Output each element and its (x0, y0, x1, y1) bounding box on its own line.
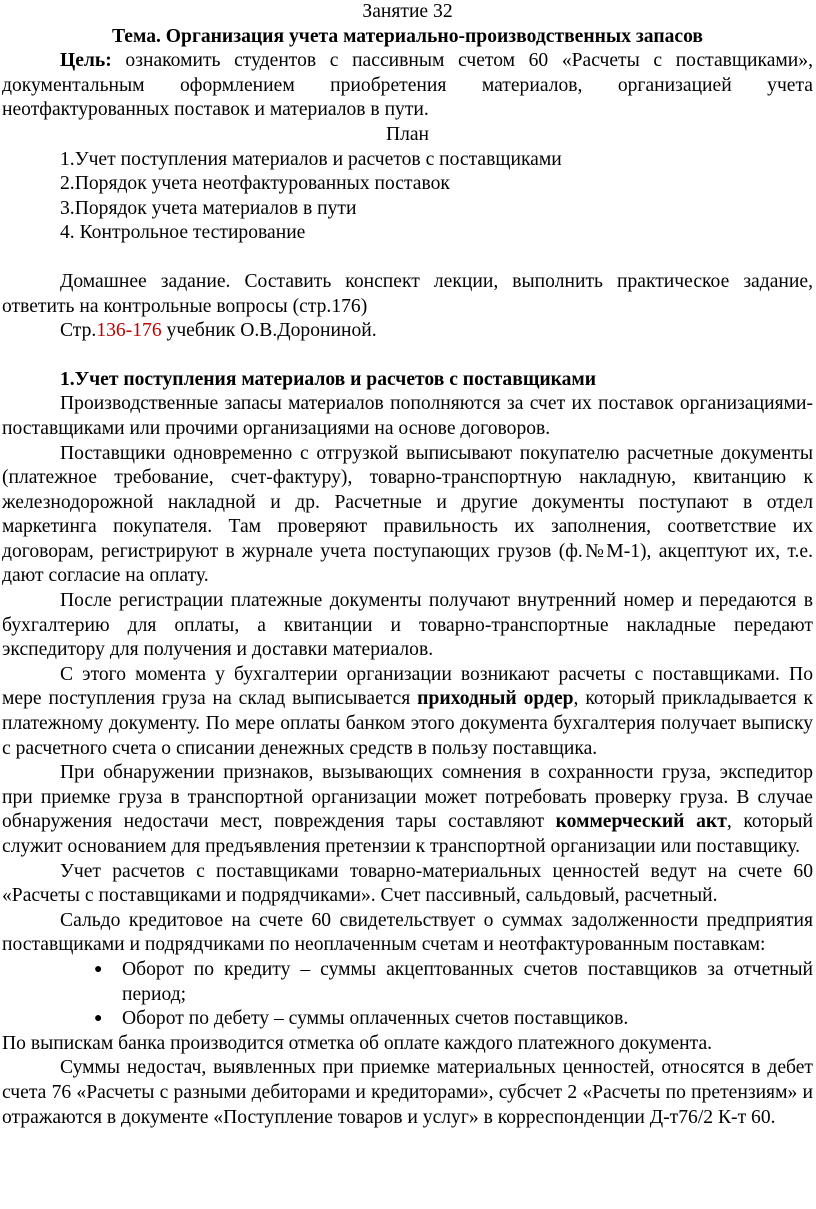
plan-item-4: 4. Контрольное тестирование (60, 222, 306, 244)
paragraph-5 (2, 761, 813, 859)
paragraph-4-part-a: С этого момента у бухгалтерии организации возникают расчеты с поставщиками. По мере поступления груза на склад выписывается (2, 663, 813, 710)
paragraph-7: Сальдо кредитовое на счете 60 свидетельствует о суммах задолженности предприятия поставщиками и подрядчиками по неоплаченным счетам и неотфактурованным поставкам: (2, 909, 813, 956)
plan-item-3: 3.Порядок учета материалов в пути (60, 197, 357, 219)
section1-heading (2, 368, 813, 393)
plan-title: План (385, 123, 430, 145)
topic-text: Тема. Организация учета материально-производственных запасов (111, 25, 704, 47)
pages-reference (2, 319, 813, 344)
term-commercial-act: коммерческий акт (555, 811, 727, 833)
paragraph-4 (2, 663, 813, 761)
paragraph-5-part-b: , который служит основанием для предъявления претензии к транспортной организации или поставщику. (2, 811, 813, 857)
homework-paragraph: Домашнее задание. Составить конспект лекции, выполнить практическое задание, ответить на контрольные вопросы (стр.176) (2, 270, 813, 317)
list-item-text: Оборот по дебету – суммы оплаченных счетов поставщиков. (122, 1008, 629, 1030)
paragraph-4-part-b: , который прикладывается к платежному документу. По мере оплаты банком этого документа бухгалтерия получает выписку с расчетного счета о списании денежных средств в пользу поставщика. (2, 688, 813, 759)
pages-prefix: Стр. (60, 320, 97, 342)
pages-range: 136-176 (96, 320, 162, 342)
turnover-list (2, 958, 813, 1032)
goal-text: ознакомить студентов с пассивным счетом 60 «Расчеты с поставщиками», документальным оформлением приобретения материалов, организацией учета неотфактурованных поставок и материалов в пути. (2, 50, 813, 121)
list-item (94, 958, 813, 1007)
paragraph-5-part-a: При обнаружении признаков, вызывающих сомнения в сохранности груза, экспедитор при приемке груза в транспортной организации может потребовать проверку груза. В случае обнаружения недостачи мест, повреждения тары составляют (2, 762, 813, 833)
plan-item-2: 2.Порядок учета неотфактурованных поставок (60, 173, 450, 195)
spacer (2, 344, 813, 368)
plan-item-1: 1.Учет поступления материалов и расчетов с поставщиками (60, 148, 562, 170)
goal-label: Цель: (60, 50, 112, 72)
goal-paragraph (2, 49, 813, 123)
bullet-dot-icon: ● (94, 1011, 103, 1027)
lesson-number: Занятие 32 (362, 1, 453, 22)
term-receipt-order: приходный ордер (417, 688, 574, 710)
paragraph-3: После регистрации платежные документы получают внутренний номер и передаются в бухгалтерию для оплаты, а квитанции и товарно-транспортные накладные передают экспедитору для получения и доставки материалов. (2, 590, 813, 661)
list-item (94, 1007, 813, 1032)
list-item-text: Оборот по кредиту – суммы акцептованных счетов поставщиков за отчетный период; (122, 958, 813, 1005)
paragraph-9: Суммы недостач, выявленных при приемке материальных ценностей, относятся в дебет счета 76 «Расчеты с разными дебиторами и кредиторами», субсчет 2 «Расчеты по претензиям» и отражаются в документе «Поступление товаров и услуг» в корреспонденции Д-т76/2 К-т 60. (2, 1057, 813, 1128)
paragraph-6: Учет расчетов с поставщиками товарно-материальных ценностей ведут на счете 60 «Расчеты с поставщиками и подрядчиками». Счет пассивный, сальдовый, расчетный. (2, 860, 813, 907)
section1-heading-text: 1.Учет поступления материалов и расчетов с поставщиками (60, 368, 597, 390)
topic-title (2, 25, 813, 50)
pages-suffix: учебник О.В.Дорониной. (161, 320, 377, 342)
paragraph-1: Производственные запасы материалов пополняются за счет их поставок организациями-поставщиками или прочими организациями на основе договоров. (2, 393, 813, 439)
paragraph-2: Поставщики одновременно с отгрузкой выписывают покупателю расчетные документы (платежное требование, счет-фактуру), товарно-транспортную накладную, квитанцию к железнодорожной накладной и др. Расчетные и другие документы поступают в отдел маркетинга покупателя. Там проверяют правильность их заполнения, соответствие их договорам, регистрируют в журнале учета поступающих грузов (ф.№М-1), акцептуют их, т.е. дают согласие на оплату. (2, 442, 813, 587)
bullet-dot-icon: ● (94, 961, 103, 977)
paragraph-8: По выпискам банка производится отметка об оплате каждого платежного документа. (2, 1032, 713, 1054)
spacer (2, 246, 813, 270)
